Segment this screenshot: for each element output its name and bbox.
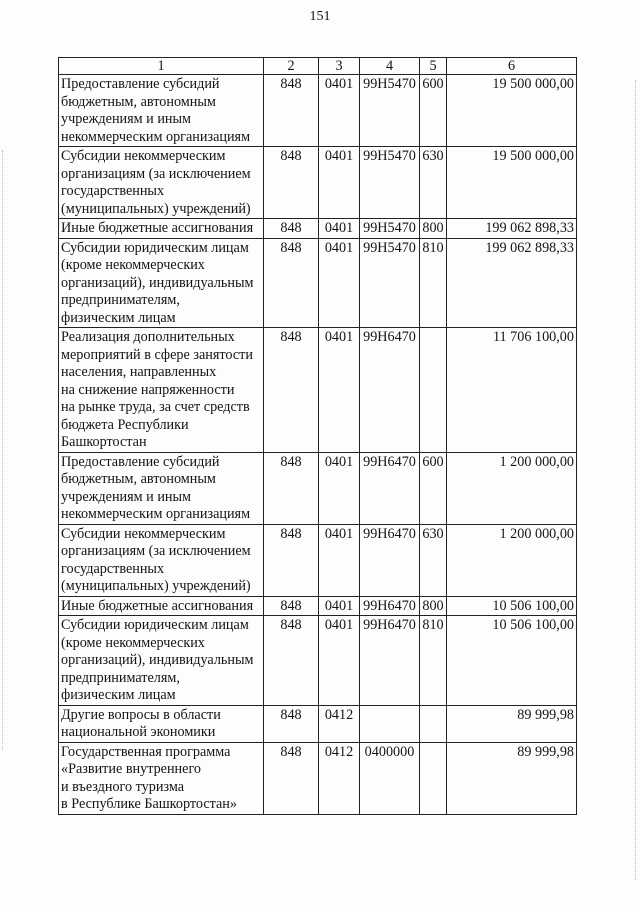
table-row — [59, 596, 577, 616]
expense-type-cell: 810 — [420, 238, 447, 328]
amount-cell: 1 200 000,00 — [447, 452, 577, 524]
ministry-code-cell: 848 — [264, 452, 319, 524]
section-code-cell: 0401 — [319, 596, 360, 616]
ministry-code-cell: 848 — [264, 147, 319, 219]
row-name-cell: Субсидии юридическим лицам (кроме некоммерческих организаций), индивидуальным предпринимателям, физическим лицам — [59, 238, 264, 328]
row-name-cell: Предоставление субсидий бюджетным, автономным учреждениям и иным некоммерческим организациям — [59, 452, 264, 524]
row-name-cell: Субсидии некоммерческим организациям (за исключением государственных (муниципальных) учреждений) — [59, 147, 264, 219]
table-row — [59, 705, 577, 742]
page-number: 151 — [309, 9, 331, 24]
row-name-cell: Иные бюджетные ассигнования — [59, 219, 264, 239]
ministry-code-cell: 848 — [264, 742, 319, 814]
target-article-cell: 99Н5470 — [360, 219, 420, 239]
section-code-cell: 0401 — [319, 238, 360, 328]
scan-edge-right — [635, 80, 637, 880]
amount-cell: 89 999,98 — [447, 742, 577, 814]
section-code-cell: 0412 — [319, 742, 360, 814]
ministry-code-cell: 848 — [264, 238, 319, 328]
amount-cell: 10 506 100,00 — [447, 596, 577, 616]
amount-cell: 11 706 100,00 — [447, 328, 577, 453]
expense-type-cell: 810 — [420, 616, 447, 706]
target-article-cell: 99Н6470 — [360, 524, 420, 596]
amount-cell: 199 062 898,33 — [447, 238, 577, 328]
expense-type-cell: 600 — [420, 452, 447, 524]
amount-cell: 199 062 898,33 — [447, 219, 577, 239]
row-name-cell: Реализация дополнительных мероприятий в сфере занятости населения, направленных на снижение напряженности на рынке труда, за счет средств бюджета Республики Башкортостан — [59, 328, 264, 453]
column-header: 4 — [360, 58, 420, 75]
table-row — [59, 524, 577, 596]
amount-cell: 10 506 100,00 — [447, 616, 577, 706]
amount-cell: 89 999,98 — [447, 705, 577, 742]
amount-cell: 19 500 000,00 — [447, 75, 577, 147]
table-row — [59, 328, 577, 453]
row-name-cell: Иные бюджетные ассигнования — [59, 596, 264, 616]
section-code-cell: 0401 — [319, 452, 360, 524]
section-code-cell: 0401 — [319, 75, 360, 147]
expense-type-cell — [420, 705, 447, 742]
section-code-cell: 0401 — [319, 147, 360, 219]
section-code-cell: 0401 — [319, 524, 360, 596]
target-article-cell: 99Н5470 — [360, 238, 420, 328]
expense-type-cell: 600 — [420, 75, 447, 147]
expense-type-cell: 630 — [420, 524, 447, 596]
column-header: 5 — [420, 58, 447, 75]
ministry-code-cell: 848 — [264, 524, 319, 596]
target-article-cell: 99Н6470 — [360, 328, 420, 453]
expense-type-cell: 800 — [420, 596, 447, 616]
table-row — [59, 147, 577, 219]
target-article-cell: 99Н5470 — [360, 75, 420, 147]
ministry-code-cell: 848 — [264, 616, 319, 706]
table-row — [59, 452, 577, 524]
target-article-cell: 99Н6470 — [360, 452, 420, 524]
row-name-cell: Предоставление субсидий бюджетным, автономным учреждениям и иным некоммерческим организациям — [59, 75, 264, 147]
table-row — [59, 616, 577, 706]
ministry-code-cell: 848 — [264, 328, 319, 453]
target-article-cell: 99Н6470 — [360, 616, 420, 706]
expense-type-cell — [420, 742, 447, 814]
column-header: 2 — [264, 58, 319, 75]
target-article-cell: 99Н6470 — [360, 596, 420, 616]
section-code-cell: 0401 — [319, 616, 360, 706]
section-code-cell: 0401 — [319, 219, 360, 239]
column-header: 3 — [319, 58, 360, 75]
amount-cell: 19 500 000,00 — [447, 147, 577, 219]
ministry-code-cell: 848 — [264, 219, 319, 239]
section-code-cell: 0401 — [319, 328, 360, 453]
expense-type-cell: 630 — [420, 147, 447, 219]
section-code-cell: 0412 — [319, 705, 360, 742]
table-row — [59, 219, 577, 239]
target-article-cell: 0400000 — [360, 742, 420, 814]
column-header: 1 — [59, 58, 264, 75]
ministry-code-cell: 848 — [264, 75, 319, 147]
table-header-row — [59, 58, 577, 75]
ministry-code-cell: 848 — [264, 705, 319, 742]
table-row — [59, 742, 577, 814]
row-name-cell: Другие вопросы в области национальной экономики — [59, 705, 264, 742]
budget-table — [58, 57, 577, 815]
expense-type-cell: 800 — [420, 219, 447, 239]
amount-cell: 1 200 000,00 — [447, 524, 577, 596]
column-header: 6 — [447, 58, 577, 75]
target-article-cell — [360, 705, 420, 742]
ministry-code-cell: 848 — [264, 596, 319, 616]
table-row — [59, 238, 577, 328]
expense-type-cell — [420, 328, 447, 453]
row-name-cell: Субсидии некоммерческим организациям (за исключением государственных (муниципальных) учреждений) — [59, 524, 264, 596]
scan-edge-left — [2, 150, 4, 750]
table-row — [59, 75, 577, 147]
target-article-cell: 99Н5470 — [360, 147, 420, 219]
row-name-cell: Государственная программа «Развитие внутреннего и въездного туризма в Республике Башкортостан» — [59, 742, 264, 814]
row-name-cell: Субсидии юридическим лицам (кроме некоммерческих организаций), индивидуальным предпринимателям, физическим лицам — [59, 616, 264, 706]
